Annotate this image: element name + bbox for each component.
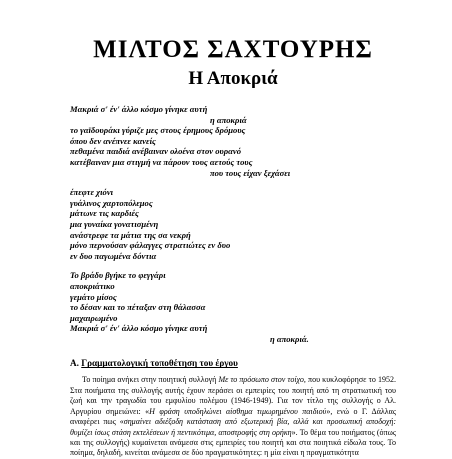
poem-line: Μακριά σ' έν' άλλο κόσμο γίνηκε αυτή — [70, 323, 208, 334]
poem-line: το γαϊδουράκι γύριζε μες στους έρημους δρόμους — [70, 125, 246, 136]
body-paragraph — [70, 375, 396, 458]
poem-line: η αποκριά. — [270, 333, 309, 344]
section-number: Α. — [70, 358, 79, 369]
section-heading — [70, 358, 396, 369]
paragraph-segment: ». Το θέμα του ποιήματος (όπως και της συλλογής) κυμαίνεται ανάμεσα στις εμπειρίες του ποιητή και στα ποιητικά είδωλα τους. Το ποίημα, δηλαδή, κινείται ανάμεσα σε δύο πραγματικότητες: η μία είναι η πραγματικότητα — [70, 427, 397, 458]
poem-line: γυάλινος χαρτοπόλεμος — [70, 197, 153, 208]
poem-line: πεθαμένα παιδιά ανέβαιναν ολοένα στον ουρανό — [70, 146, 242, 157]
paragraph-text — [70, 375, 396, 458]
poem-line: το δέσαν και το πέταξαν στη θάλασσα — [70, 302, 206, 313]
poem-line: γεμάτο μίσος — [70, 291, 117, 302]
poem-title: Η Αποκριά — [188, 68, 278, 89]
poem-line: κατέβαιναν μια στιγμή να πάρουν τους αετούς τους — [70, 156, 253, 167]
paragraph-segment: Η φράση υποδηλώνει αίσθημα τιμωρημένου παιδιού — [149, 406, 327, 416]
stanza — [70, 270, 396, 344]
poem-line: μαχαιρωμένο — [70, 312, 118, 323]
poem-body — [70, 104, 396, 344]
poem-line: Μακριά σ' έν' άλλο κόσμο γίνηκε αυτή — [70, 104, 208, 114]
stanza — [70, 187, 396, 261]
paragraph-segment: », ενώ ο Γ. Δάλλας αναφέρει πως « — [70, 406, 396, 427]
poem-line: εν δυο παγωμένα δόντια — [70, 250, 157, 261]
poem-line: ανάστρεφε τα μάτια της σα νεκρή — [70, 229, 191, 240]
paragraph-segment: Το ποίημα ανήκει στην ποιητική συλλογή — [82, 375, 219, 385]
poem-line: μάτωνε τις καρδιές — [70, 208, 139, 219]
poem-line: έπεφτε χιόνι — [70, 187, 114, 198]
paragraph-segment: , που κυκλοφόρησε το 1952. Στα ποιήματα της συλλογής αυτής έχουν περάσει οι εμπειρίες του ποιητή από τη στρατιωτική του ζωή και την τραγωδία του εμφυλίου πολέμου (1946-1949). Για τον τίτλο της συλλογής ο Αλ. Αργυρίου σημειώνει: « — [70, 375, 396, 416]
poem-line: αποκριάτικο — [70, 280, 115, 291]
paragraph-segment: σημαίνει αδιέξοδη κατάσταση από εξωτερική βία, αλλά και προσωπική αποδοχή: θυμίζει ίσως στάση εκτελέσεων ή πεντικότιμα, αποστροφής στη ορήκη — [70, 417, 396, 437]
paragraph-segment: Με το πρόσωπο στον τοίχο — [218, 375, 304, 385]
poem-line: μόνο περνούσαν φάλαγγες στρατιώτες εν δυο — [70, 240, 231, 251]
section-heading-text: Γραμματολογική τοποθέτηση του έργου — [81, 358, 238, 369]
poem-line: μια γυναίκα γονατισμένη — [70, 218, 159, 229]
poem-line: η αποκριά — [210, 114, 247, 125]
poem-line: Το βράδυ βγήκε το φεγγάρι — [70, 270, 166, 281]
author-name: ΜΙΛΤΟΣ ΣΑΧΤΟΥΡΗΣ — [93, 36, 373, 63]
stanza — [70, 104, 396, 178]
poem-line: που τους είχαν ξεχάσει — [210, 167, 291, 178]
poem-line: όπου δεν ανέπνεε κανείς — [70, 135, 156, 146]
